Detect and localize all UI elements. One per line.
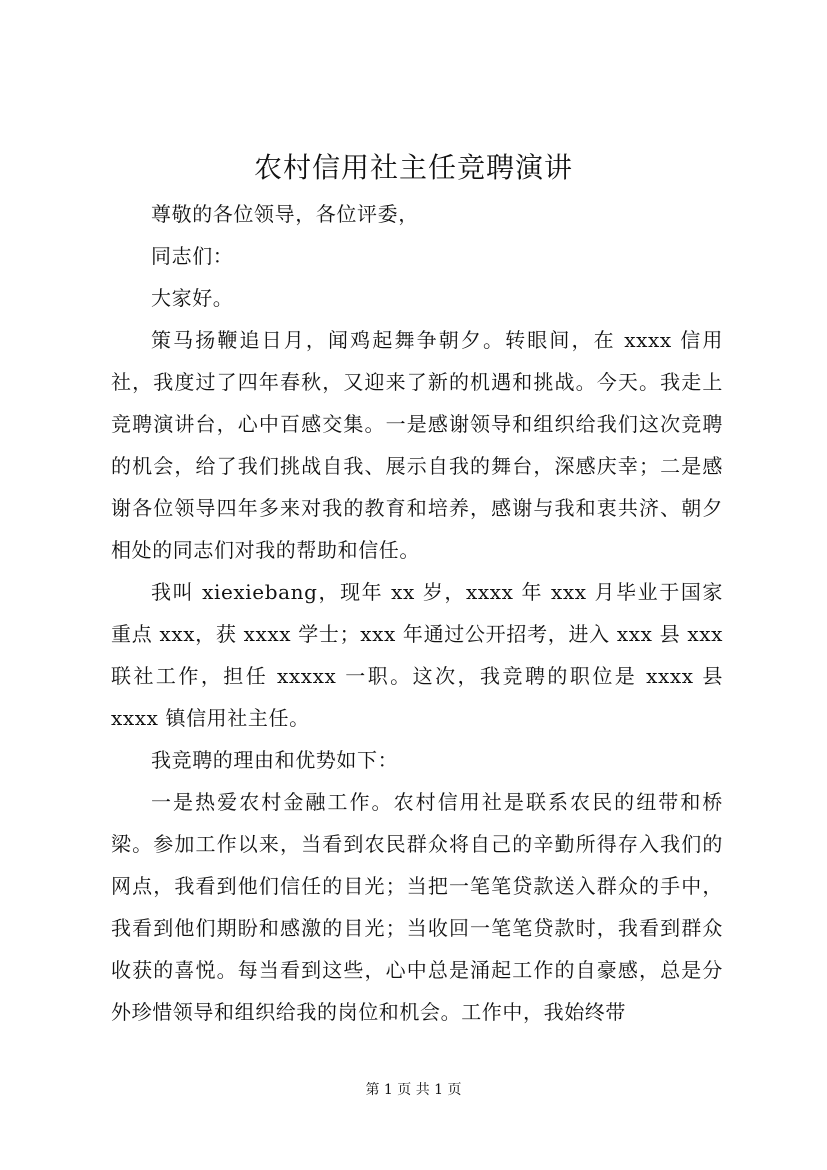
greeting-line: 大家好。 bbox=[151, 286, 234, 310]
paragraph-intro: 策马扬鞭追日月，闻鸡起舞争朝夕。转眼间，在 xxxx 信用社，我度过了四年春秋，又迎来了新的机遇和挑战。今天。我走上竞聘演讲台，心中百感交集。一是感谢领导和组织给我们这次竞聘的机会，给了我们挑战自我、展示自我的舞台，深感庆幸；二是感谢各位领导四年多来对我的教育和培养，感谢与我和衷共济、朝夕相处的同志们对我的帮助和信任。 bbox=[111, 328, 723, 562]
page-footer: 第 1 页 共 1 页 bbox=[365, 1082, 462, 1098]
paragraph-reason-one: 一是热爱农村金融工作。农村信用社是联系农民的纽带和桥梁。参加工作以来，当看到农民群众将自己的辛勤所得存入我们的网点，我看到他们信任的目光；当把一笔笔贷款送入群众的手中，我看到他们期盼和感激的目光；当收回一笔笔贷款时，我看到群众收获的喜悦。每当看到这些，心中总是涌起工作的自豪感，总是分外珍惜领导和组织给我的岗位和机会。工作中，我始终带 bbox=[111, 790, 723, 1024]
document-title: 农村信用社主任竞聘演讲 bbox=[253, 151, 573, 184]
document-body bbox=[111, 193, 723, 1033]
salutation-line-2: 同志们： bbox=[151, 244, 234, 268]
paragraph-reasons-heading: 我竞聘的理由和优势如下： bbox=[151, 748, 399, 772]
salutation-line-1: 尊敬的各位领导，各位评委， bbox=[151, 202, 419, 226]
paragraph-self-introduction: 我叫 xiexiebang，现年 xx 岁，xxxx 年 xxx 月毕业于国家重点 xxx，获 xxxx 学士；xxx 年通过公开招考，进入 xxx 县 xxx 联社工作，担任 xxxxx 一职。这次，我竞聘的职位是 xxxx 县 xxxx 镇信用社主任。 bbox=[111, 580, 723, 730]
